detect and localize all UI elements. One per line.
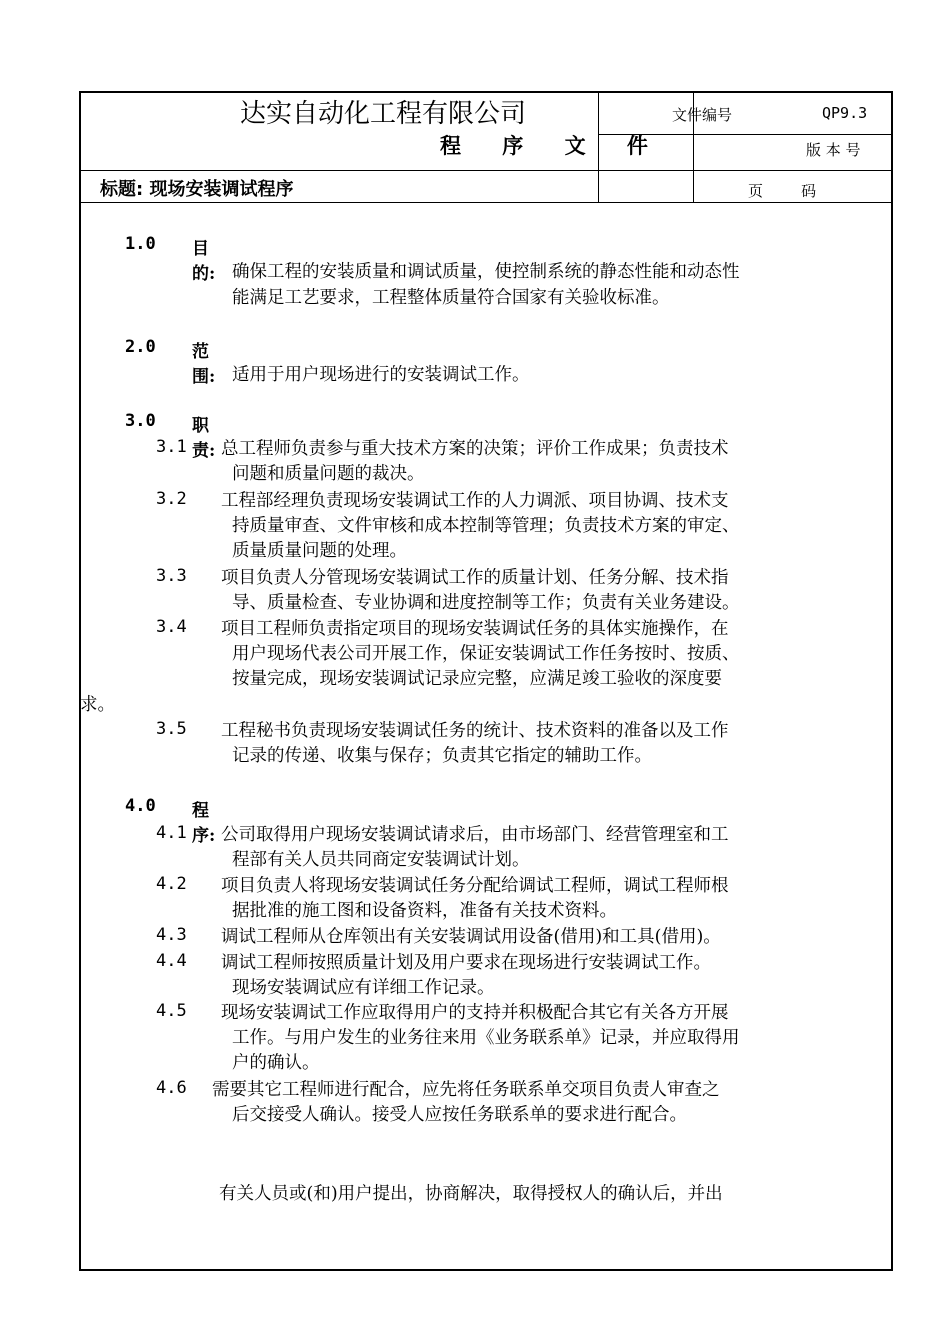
section-title: 职责: [192, 416, 216, 461]
paragraph-line: 项目负责人将现场安装调试任务分配给调试工程师，调试工程师根 [221, 876, 729, 896]
section-title: 范围: [192, 342, 216, 387]
section-number: 1.0 [125, 234, 156, 254]
section-title: 目的: [192, 239, 216, 284]
section-number: 4.0 [125, 796, 156, 816]
paragraph-line: 求。 [80, 695, 115, 715]
paragraph-line: 需要其它工程师进行配合，应先将任务联系单交项目负责人审查之 [212, 1080, 720, 1100]
item-number: 3.5 [156, 719, 187, 739]
item-number: 3.1 [156, 437, 187, 457]
item-number: 4.4 [156, 951, 187, 971]
paragraph-line: 调试工程师从仓库领出有关安装调试用设备(借用)和工具(借用)。 [221, 927, 721, 947]
doc-number-value: QP9.3 [822, 104, 868, 122]
paragraph-line: 项目负责人分管现场安装调试工作的质量计划、任务分解、技术指 [221, 568, 729, 588]
paragraph-line: 据批准的施工图和设备资料，准备有关技术资料。 [232, 901, 617, 921]
paragraph-line: 公司取得用户现场安装调试请求后，由市场部门、经营管理室和工 [221, 825, 729, 845]
doc-number-label: 文件编号 [672, 106, 733, 124]
paragraph-line: 工程部经理负责现场安装调试工作的人力调派、项目协调、技术支 [221, 491, 729, 511]
section-number: 2.0 [125, 337, 156, 357]
document-title: 标题: 现场安装调试程序 [100, 179, 294, 200]
paragraph-line: 用户现场代表公司开展工作，保证安装调试工作任务按时、按质、 [232, 644, 740, 664]
page-label: 页 码 [748, 182, 817, 200]
item-number: 4.6 [156, 1078, 187, 1098]
paragraph-line: 持质量审查、文件审核和成本控制等管理；负责技术方案的审定、 [232, 516, 740, 536]
paragraph-line: 记录的传递、收集与保存；负责其它指定的辅助工作。 [232, 746, 652, 766]
paragraph-line: 总工程师负责参与重大技术方案的决策；评价工作成果；负责技术 [221, 439, 729, 459]
paragraph-line: 工程秘书负责现场安装调试任务的统计、技术资料的准备以及工作 [221, 721, 729, 741]
header-rule-bottom [79, 202, 893, 203]
paragraph-line: 质量质量问题的处理。 [232, 541, 407, 561]
item-number: 4.1 [156, 823, 187, 843]
item-number: 4.2 [156, 874, 187, 894]
paragraph-line: 工作。与用户发生的业务往来用《业务联系单》记录，并应取得用 [232, 1028, 740, 1048]
closing-paragraph: 有关人员或(和)用户提出，协商解决，取得授权人的确认后，并出 [219, 1184, 723, 1204]
paragraph-line: 项目工程师负责指定项目的现场安装调试任务的具体实施操作，在 [221, 619, 729, 639]
item-number: 4.5 [156, 1001, 187, 1021]
paragraph-line: 问题和质量问题的裁决。 [232, 464, 425, 484]
item-number: 4.3 [156, 925, 187, 945]
paragraph-line: 能满足工艺要求，工程整体质量符合国家有关验收标准。 [232, 288, 670, 308]
paragraph-line: 按量完成，现场安装调试记录应完整，应满足竣工验收的深度要 [232, 669, 722, 689]
paragraph-line: 导、质量检查、专业协调和进度控制等工作；负责有关业务建设。 [232, 593, 740, 613]
paragraph-line: 适用于用户现场进行的安装调试工作。 [232, 365, 530, 385]
item-number: 3.4 [156, 617, 187, 637]
section-number: 3.0 [125, 411, 156, 431]
header-rule-full [79, 170, 893, 171]
version-label: 版 本 号 [806, 141, 861, 159]
paragraph-line: 现场安装调试工作应取得用户的支持并积极配合其它有关各方开展 [221, 1003, 729, 1023]
item-number: 3.2 [156, 489, 187, 509]
paragraph-line: 现场安装调试应有详细工作记录。 [232, 978, 495, 998]
company-name: 达实自动化工程有限公司 [240, 99, 527, 129]
paragraph-line: 程部有关人员共同商定安装调试计划。 [232, 850, 530, 870]
paragraph-line: 确保工程的安装质量和调试质量，使控制系统的静态性能和动态性 [232, 262, 740, 282]
document-type: 程 序 文 件 [440, 133, 665, 158]
item-number: 3.3 [156, 566, 187, 586]
paragraph-line: 户的确认。 [232, 1053, 320, 1073]
paragraph-line: 调试工程师按照质量计划及用户要求在现场进行安装调试工作。 [221, 953, 711, 973]
paragraph-line: 后交接受人确认。接受人应按任务联系单的要求进行配合。 [232, 1105, 687, 1125]
section-title: 程序: [192, 801, 216, 846]
